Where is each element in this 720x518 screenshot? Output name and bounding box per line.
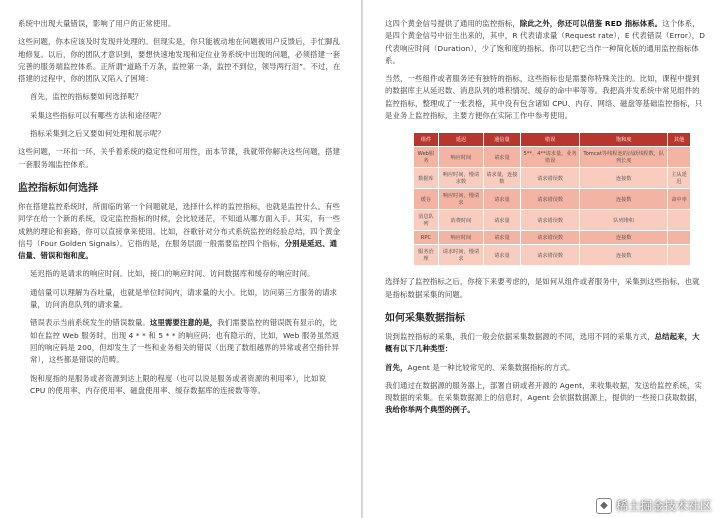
juejin-logo-icon: ◆ [596,498,612,514]
paragraph: 你在搭建监控系统时，所面临的第一个问题就是，选择什么样的监控指标，也就是监控什么。有些同学在给一个新的系统，设定监控指标的时候，会比较迷茫，不知道从哪方面入手。其实，有一些成熟的理论和套路，你可以直接拿来使用。比如，谷歌针对分布式系统监控的经验总结，四个黄金信号（Four Golden Signals）。它指的是，在服务层面一般需要监控四个指标，分别是延迟、通信量、错误和饱和度。 [18,201,341,261]
table-cell: 命中率 [667,189,690,210]
paragraph: 当然，一些组件或者服务还有独特的指标，这些指标也是需要你特殊关注的。比如，课程中提到的数据库主从延迟数、消息队列的堆积情况、缓存的命中率等等。我把高并发系统中常见组件的监控指标，整理成了一张表格，其中没有包含诸如 CPU、内存、网络、磁盘等基础监控指标，只是业务上监控指标，主要方便你在实际工作中参考使用。 [385,74,703,121]
table-cell: 响应时间 [438,147,483,168]
table-cell: 请求时间，慢请求 [438,245,483,266]
table-cell: 队列堆积 [580,210,668,231]
table-cell: 请求量 [484,189,521,210]
table-cell [667,147,690,168]
table-row [414,168,691,189]
watermark-text: 稀土掘金技术社区 [615,499,712,513]
table-cell: 消息队列 [414,210,439,231]
table-cell: 请求错误数 [520,231,580,245]
table-cell: 请求量 [484,147,521,168]
signal-item: 通信量可以理解为吞吐量，也就是单位时间内，请求量的大小。比如，访问第三方服务的请求量，访问消息队列的请求量。 [30,287,338,310]
table-header-cell: 错误 [520,133,580,147]
table-cell: 5**、4**请求量，业务错误 [520,147,580,168]
table-cell: 请求量 [484,210,521,231]
table-cell: 请求错误数 [520,189,580,210]
question-item: 采集这些指标可以有哪些方法和途径呢？ [30,110,165,120]
table-cell [667,231,690,245]
signal-item: 饱和度指的是服务或者资源到达上限的程度（也可以说是服务或者资源的利用率），比如说 CPU 的使用率、内存使用率、磁盘使用率、缓存数据库的连接数等等。 [30,373,326,395]
table-cell [667,245,690,266]
section-heading: 监控指标如何选择 [18,182,98,194]
table-header-cell: 组件 [414,133,439,147]
table-cell: 请求量 [484,245,521,266]
table-cell: 数据库 [414,168,439,189]
signal-item: 延迟指的是请求的响应时间。比如，接口的响应时间、访问数据库和缓存的响应时间。 [30,269,315,279]
table-row [414,189,691,210]
section-heading: 如何采集数据指标 [385,312,465,324]
signal-item: 错误表示当前系统发生的错误数量。这里需要注意的是，我们需要监控的错误既有显示的，比如在监控 Web 服务时，出现 4 * * 和 5 * * 的响应码；也有隐示的，比如，Web 服务虽然返回的响应码是 200，但却发生了一些和业务相关的错误（出现了数组越界的异常或者空指针异常），这些都是错误的范畴。 [30,318,340,365]
table-header-cell: 延迟 [438,133,483,147]
table-cell: 连接数 [580,231,668,245]
table-cell: 响应时间 [438,231,483,245]
table-header-cell: 通信量 [484,133,521,147]
paragraph: 说到监控指标的采集，我们一般会依据采集数据源的不同，选用不同的采集方式，总结起来，大概有以下几种类型： [385,331,700,354]
table-cell: 缓存 [414,189,439,210]
table-cell: 请求错误数 [520,168,580,189]
table-cell: 连接数 [580,189,668,210]
table-row [414,245,691,266]
paragraph: 我们通过在数据源的服务器上，部署自研或者开源的 Agent，来收集收据，发送给监控系统，实现数据的采集。在采集数据源上的信息时，Agent 会依据数据源上，提供的一些接口获取数据，我给你举两个典型的例子。 [385,380,702,415]
table-header-cell: 其他 [667,133,690,147]
table-body [414,147,691,266]
table-header-row [414,133,691,147]
table-row [414,210,691,231]
question-item: 指标采集到之后又要如何处理和展示呢？ [30,129,165,139]
paragraph: 这些问题，一环扣一环，关乎着系统的稳定性和可用性，而本节课，我就带你解决这些问题，搭建一套服务端监控体系。 [18,147,341,169]
table-cell: Tomcat等线程池的活跃线程数，队列长度 [580,147,668,168]
table-cell: 请求量 [484,231,521,245]
table-cell: 请求错误数 [520,210,580,231]
right-page [363,0,720,518]
table-cell: 连接数 [580,245,668,266]
paragraph: 这些问题，你本应该及时发现并处理的。但现实是，你只能被动地在问题被用户反馈后，手忙脚乱地修复。以后，你的团队才意识到，要想快速地发现和定位业务系统中出现的问题，必须搭建一套完善的服务端监控体系。正所谓“道路千万条，监控第一条，监控不到位，领导两行泪”。不过，在搭建的过程中，你的团队又陷入了困境： [18,37,341,84]
table-cell: 请求量，连接数 [484,168,521,189]
metrics-table [413,132,691,266]
table-cell [667,210,690,231]
table-cell: Web服务 [414,147,439,168]
table-cell: 响应时间，慢请求 [438,189,483,210]
table-row [414,231,691,245]
paragraph: 这四个黄金信号提供了通用的监控指标，除此之外，你还可以借鉴 RED 指标体系。这个体系，是四个黄金信号中衍生出来的，其中，R 代表请求量（Request rate），E 代表错误（Error），D 代表响应时间（Duration），少了饱和度的指标。你可以把它当作一种简化版的通用监控指标体系。 [385,19,706,65]
paragraph: 系统中出现大量错误，影响了用户的正常使用。 [18,19,176,28]
table-row [414,147,691,168]
table-cell: 连接数 [580,168,668,189]
table-cell: 响应时间，慢请求数 [438,168,483,189]
paragraph: 选择好了监控指标之后，你接下来要考虑的，是如何从组件或者服务中，采集到这些指标，也就是指标数据采集的问题。 [385,277,700,299]
question-item: 首先，监控的指标要如何选择呢？ [30,92,143,102]
page-divider [361,0,363,518]
table-cell: 主从延迟 [667,168,690,189]
table-cell: RPC [414,231,439,245]
table-cell: 消费时间 [438,210,483,231]
table-cell: 服务治理 [414,245,439,266]
paragraph: 首先，Agent 是一种比较常见的、采集数据指标的方式。 [385,362,575,372]
table-header-cell: 饱和度 [580,133,668,147]
table-cell: 请求错误数 [520,245,580,266]
watermark [596,497,712,514]
